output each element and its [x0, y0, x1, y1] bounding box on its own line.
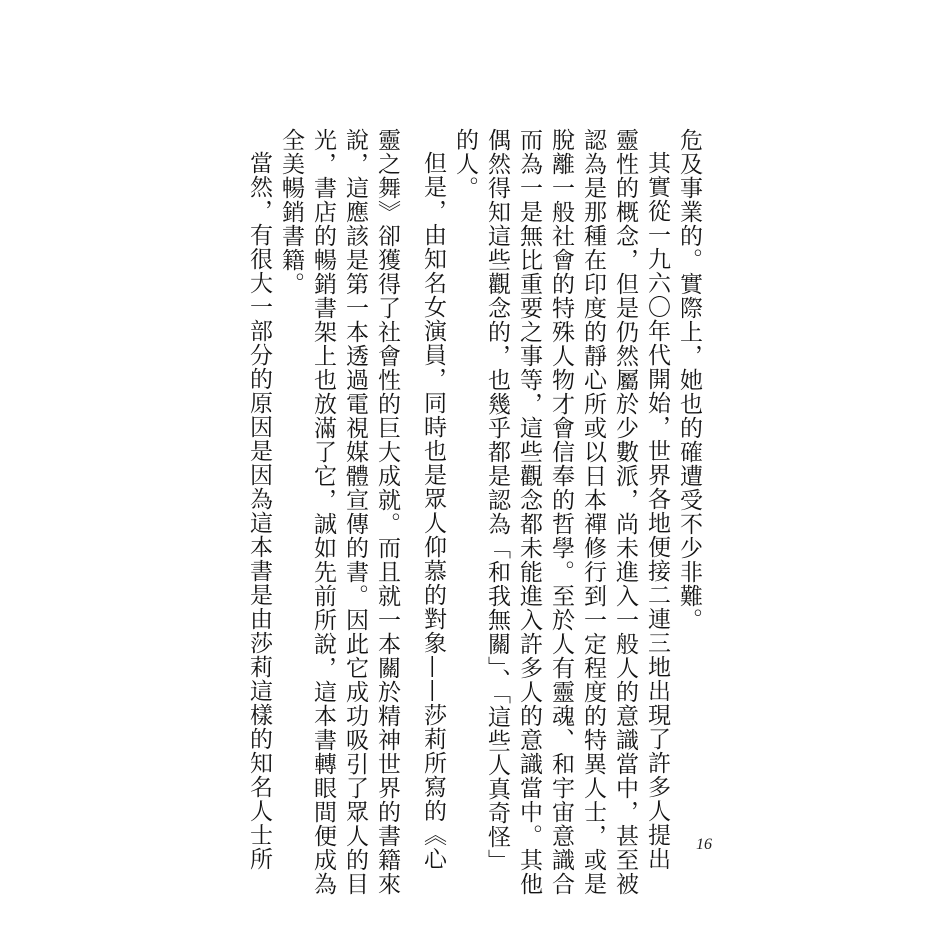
text-column: 認為是那種在印度的靜心所或以日本禪修行到一定程度的特異人士，或是: [580, 128, 606, 896]
page-number: 16: [696, 836, 712, 853]
text-column: 但是，由知名女演員，同時也是眾人仰慕的對象——莎莉所寫的《心: [420, 151, 446, 871]
text-column: 偶然得知這些觀念的，也幾乎都是認為「和我無關」、「這些人真奇怪」: [484, 128, 510, 873]
text-column: 靈之舞》卻獲得了社會性的巨大成就。而且就一本關於精神世界的書籍來: [374, 128, 400, 896]
text-column: 其實從一九六〇年代開始，世界各地便接二連三地出現了許多人提出: [644, 151, 670, 871]
text-column: 而為一是無比重要之事等，這些觀念都未能進入許多人的意識當中。其他: [516, 128, 542, 896]
text-column: 危及事業的。實際上，她也的確遭受不少非難。: [676, 128, 702, 632]
text-column: 靈性的概念，但是仍然屬於少數派，尚未進入一般人的意識當中，甚至被: [612, 128, 638, 896]
text-column: 脫離一般社會的特殊人物才會信奉的哲學。至於人有靈魂、和宇宙意識合: [548, 128, 574, 896]
text-column: 全美暢銷書籍。: [278, 128, 304, 296]
text-column: 當然，有很大一部分的原因是因為這本書是由莎莉這樣的知名人士所: [246, 151, 272, 871]
text-column: 的人。: [452, 128, 478, 200]
text-column: 光，書店的暢銷書架上也放滿了它，誠如先前所說，這本書轉眼間便成為: [310, 128, 336, 896]
text-column: 說，這應該是第一本透過電視媒體宣傳的書。因此它成功吸引了眾人的目: [342, 128, 368, 896]
